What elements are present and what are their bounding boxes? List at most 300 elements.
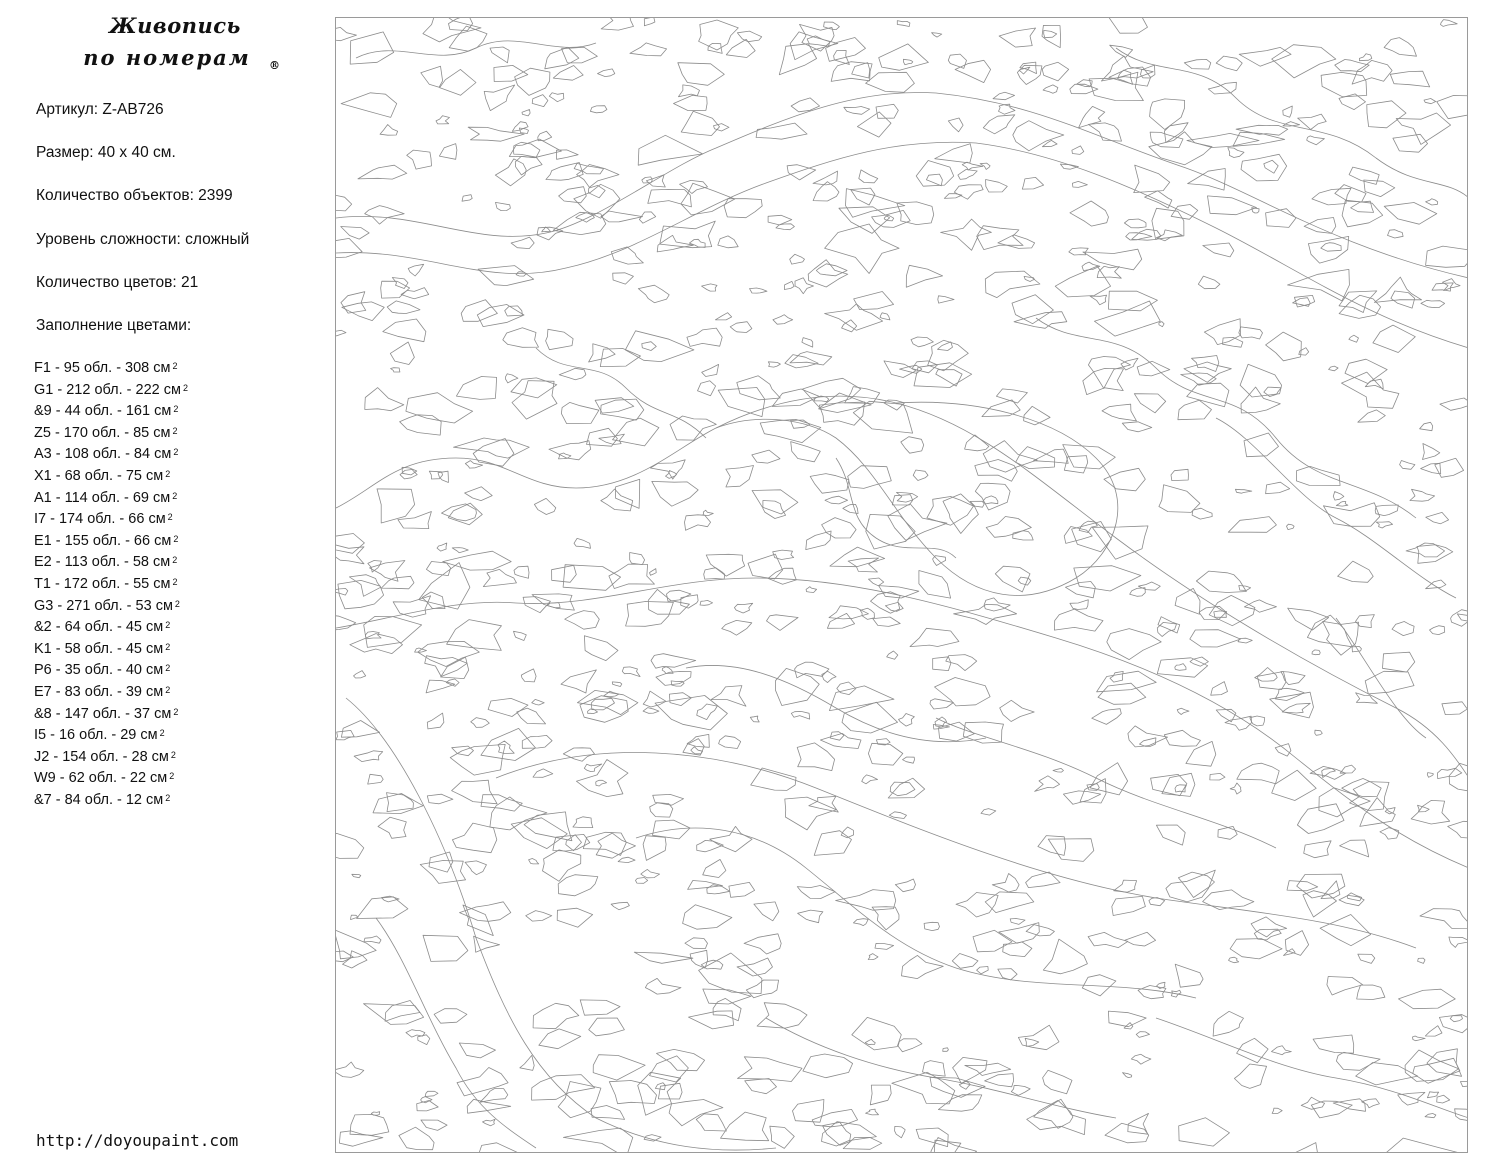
outline-region [336, 27, 357, 40]
outline-region [1282, 703, 1310, 713]
outline-region [1229, 957, 1239, 963]
outline-region [387, 793, 414, 812]
outline-region [892, 1072, 955, 1104]
outline-region [1042, 140, 1057, 146]
outline-region [1425, 1114, 1436, 1118]
outline-region [521, 669, 536, 682]
outline-region [596, 833, 635, 858]
outline-region [539, 1029, 581, 1049]
size-text: Размер: 40 x 40 см. [36, 144, 176, 162]
outline-region [779, 44, 816, 75]
outline-region [1237, 763, 1279, 784]
outline-region [465, 861, 487, 875]
outline-region [1421, 463, 1441, 474]
outline-region [876, 104, 898, 118]
outline-region [839, 207, 890, 234]
outline-region [1356, 693, 1378, 704]
outline-region [462, 195, 472, 202]
outline-region [625, 331, 694, 362]
outline-region [859, 170, 878, 183]
outline-region [1228, 148, 1244, 158]
outline-region [1145, 191, 1172, 208]
outline-region [336, 730, 354, 740]
outline-region [452, 548, 468, 553]
outline-region [630, 43, 667, 56]
outline-region [474, 936, 500, 952]
outline-region [884, 400, 905, 410]
outline-region [1420, 909, 1468, 929]
outline-region [889, 812, 906, 819]
outline-region [954, 185, 983, 199]
outline-region [844, 107, 870, 115]
outline-region [910, 628, 959, 646]
outline-region [426, 680, 455, 693]
outline-region [787, 165, 816, 180]
outline-region [496, 202, 511, 210]
outline-region [343, 951, 368, 968]
website-link[interactable]: http://doyoupaint.com [36, 1131, 239, 1150]
outline-region [734, 603, 752, 613]
outline-region [1043, 85, 1058, 93]
fill-heading: Заполнение цветами: [36, 316, 192, 334]
outline-region [1186, 741, 1216, 766]
outline-region [576, 760, 628, 797]
outline-region [1449, 763, 1468, 794]
outline-region [1266, 209, 1296, 228]
outline-region [1175, 588, 1200, 614]
outline-region [596, 780, 607, 786]
outline-region [1342, 200, 1383, 227]
outline-region [1451, 610, 1468, 627]
outline-region [336, 833, 364, 858]
outline-region [468, 127, 524, 141]
outline-region [689, 239, 705, 247]
outline-region [1426, 512, 1449, 523]
outline-region [368, 774, 384, 784]
outline-region [1043, 939, 1087, 974]
outline-region [1312, 650, 1320, 655]
outline-region [452, 780, 498, 804]
outline-region [1304, 218, 1336, 234]
outline-region [700, 600, 713, 605]
outline-region [522, 110, 530, 116]
outline-region [557, 908, 593, 927]
outline-region [357, 897, 408, 919]
outline-region [1083, 368, 1124, 394]
outline-region [553, 66, 583, 81]
outline-region [1323, 621, 1359, 655]
outline-region [358, 165, 407, 179]
outline-region [398, 512, 432, 529]
outline-region [373, 794, 423, 814]
outline-region [678, 85, 699, 97]
outline-region [611, 902, 629, 909]
outline-region [1358, 954, 1375, 963]
outline-region [1323, 503, 1379, 527]
outline-region [1179, 1118, 1230, 1146]
outline-region [773, 315, 793, 325]
outline-region [642, 342, 657, 351]
registered-mark: ® [269, 59, 281, 72]
outline-region [813, 171, 838, 185]
outline-region [1072, 181, 1087, 187]
outline-region [683, 905, 732, 929]
outline-region [842, 702, 898, 733]
outline-region [711, 686, 746, 707]
outline-region [1159, 485, 1200, 513]
outline-region [644, 18, 655, 26]
outline-region [1413, 1058, 1460, 1083]
outline-region [459, 1043, 495, 1058]
outline-region [681, 111, 719, 135]
outline-region [440, 69, 476, 95]
outline-region [1048, 839, 1094, 862]
outline-region [1083, 249, 1142, 270]
outline-region [1390, 71, 1429, 87]
outline-region [1140, 738, 1156, 747]
outline-region [341, 292, 366, 313]
outline-region [609, 564, 655, 588]
outline-region [1365, 671, 1414, 694]
outline-region [1175, 785, 1186, 792]
outline-region [437, 543, 447, 551]
outline-region [498, 741, 514, 754]
outline-region [1327, 977, 1363, 996]
outline-region [618, 857, 635, 862]
outline-region [341, 93, 397, 118]
outline-region [892, 495, 912, 505]
outline-region [1025, 1038, 1039, 1046]
outline-region [853, 919, 868, 926]
outline-region [702, 364, 719, 376]
outline-region [916, 1128, 948, 1147]
outline-region [650, 460, 685, 479]
outline-region [1239, 327, 1263, 339]
outline-region [973, 930, 1012, 952]
outline-region [1125, 932, 1156, 946]
outline-region [1010, 919, 1025, 925]
outline-region [1336, 502, 1348, 507]
paint-by-numbers-canvas [335, 17, 1468, 1153]
legend-item: E1 - 155 обл. - 66 см $^2$ [34, 532, 179, 549]
outline-region [985, 1074, 1014, 1087]
outline-region [601, 399, 644, 420]
outline-region [601, 18, 633, 30]
outline-region [380, 125, 398, 136]
outline-region [955, 60, 991, 82]
outline-region [935, 678, 991, 706]
outline-region [1128, 726, 1168, 747]
outline-region [1000, 700, 1034, 721]
outline-region [478, 266, 534, 286]
outline-region [488, 698, 528, 716]
outline-region [903, 757, 915, 763]
outline-region [1196, 571, 1246, 592]
outline-region [1178, 872, 1214, 897]
outline-region [465, 487, 493, 501]
outline-region [770, 1126, 795, 1148]
outline-region [383, 319, 426, 342]
outline-region [1430, 626, 1445, 635]
outline-region [1109, 18, 1148, 33]
outline-region [981, 809, 996, 816]
outline-region [646, 175, 665, 187]
outline-region [718, 388, 765, 417]
outline-region [1018, 1025, 1059, 1050]
outline-region [690, 950, 708, 968]
outline-region [642, 177, 653, 183]
outline-region [986, 517, 1031, 538]
outline-region [439, 144, 457, 160]
outline-region [613, 273, 634, 284]
outline-region [831, 62, 872, 82]
outline-region [751, 768, 796, 790]
outline-region [1410, 489, 1435, 501]
outline-region [377, 489, 415, 523]
outline-region [1251, 917, 1287, 937]
outline-region [1270, 692, 1314, 718]
outline-region [514, 566, 529, 578]
outline-region [897, 21, 910, 27]
outline-region [848, 466, 892, 489]
outline-region [1352, 60, 1392, 84]
outline-region [1392, 622, 1414, 636]
outline-region [1070, 600, 1088, 610]
outline-region [336, 194, 352, 211]
outline-region [1424, 99, 1436, 104]
outline-region [830, 547, 885, 567]
legend-item: G1 - 212 обл. - 222 см $^2$ [34, 381, 188, 398]
outline-region [336, 534, 364, 554]
outline-region [503, 328, 539, 348]
outline-region [364, 1004, 424, 1025]
outline-region [1338, 561, 1374, 582]
outline-region [336, 930, 376, 959]
outline-region [752, 490, 798, 514]
outline-region [691, 747, 703, 754]
outline-region [822, 671, 836, 682]
outline-region [558, 1082, 601, 1118]
outline-region [515, 157, 542, 176]
outline-region [938, 342, 953, 351]
outline-region [852, 63, 870, 78]
outline-region [422, 592, 445, 609]
outline-region [426, 562, 450, 576]
outline-region [1088, 357, 1130, 389]
brand-logo [60, 10, 290, 74]
outline-region [1240, 364, 1282, 397]
outline-region [1035, 776, 1060, 792]
outline-region [365, 388, 404, 411]
outline-region [420, 861, 465, 884]
outline-region [1421, 300, 1445, 307]
outline-region [1250, 716, 1265, 726]
outline-region [1425, 1026, 1442, 1036]
outline-region [427, 713, 444, 729]
outline-region [930, 699, 953, 709]
outline-region [1022, 177, 1043, 189]
outline-region [1069, 248, 1088, 255]
outline-region [1388, 230, 1404, 238]
outline-region [1157, 658, 1207, 677]
outline-region [750, 288, 768, 293]
outline-region [806, 531, 831, 550]
outline-region [509, 139, 561, 158]
outline-region [750, 716, 759, 722]
outline-region [336, 614, 356, 630]
outline-region [423, 935, 468, 961]
outline-region [930, 1077, 985, 1097]
outline-region [685, 515, 711, 531]
outline-region [1237, 1038, 1269, 1063]
outline-region [768, 215, 792, 225]
outline-region [601, 211, 643, 222]
outline-region [1110, 671, 1123, 682]
outline-region [941, 219, 992, 250]
outline-region [1157, 622, 1176, 636]
outline-region [1074, 566, 1141, 591]
legend-item: G3 - 271 обл. - 53 см $^2$ [34, 597, 180, 614]
outline-region [1192, 356, 1219, 372]
outline-region [532, 1075, 595, 1101]
outline-region [797, 743, 834, 771]
outline-region [825, 304, 883, 330]
outline-region [1438, 768, 1462, 778]
outline-region [767, 615, 799, 631]
outline-region [483, 569, 516, 586]
outline-region [763, 501, 786, 519]
outline-region [1150, 99, 1185, 130]
outline-region [760, 419, 821, 442]
outline-region [558, 875, 598, 896]
outline-region [932, 33, 942, 37]
outline-region [703, 989, 751, 1004]
legend-item: I5 - 16 обл. - 29 см $^2$ [34, 727, 165, 744]
outline-region [1398, 1092, 1425, 1105]
outline-region [703, 859, 726, 877]
outline-region [1126, 233, 1152, 240]
outline-region [520, 1055, 534, 1070]
outline-region [364, 936, 381, 943]
outline-region [584, 764, 602, 772]
outline-region [757, 1003, 807, 1028]
outline-region [612, 682, 622, 687]
outline-region [862, 775, 878, 784]
outline-region [879, 44, 929, 70]
legend-item: K1 - 58 обл. - 45 см $^2$ [34, 640, 171, 657]
outline-region [1124, 219, 1146, 228]
outline-region [944, 194, 962, 199]
legend-item: &7 - 84 обл. - 12 см $^2$ [34, 791, 171, 808]
outline-region [1272, 45, 1336, 78]
outline-region [1175, 664, 1186, 671]
outline-region [1418, 958, 1425, 963]
outline-region [718, 236, 738, 248]
outline-region [903, 59, 912, 64]
outline-region [484, 85, 515, 111]
outline-region [790, 352, 832, 365]
outline-region [563, 1128, 632, 1153]
outline-region [1070, 201, 1109, 226]
outline-region [517, 708, 546, 724]
outline-region [505, 306, 523, 316]
legend-item: Z5 - 170 обл. - 85 см $^2$ [34, 424, 178, 441]
outline-region [650, 569, 657, 576]
outline-region [897, 492, 918, 502]
outline-region [983, 115, 1015, 134]
outline-region [421, 66, 443, 87]
outline-region [1406, 543, 1445, 557]
outline-region [963, 722, 1003, 743]
outline-region [354, 671, 366, 678]
outline-region [634, 952, 693, 963]
outline-region [998, 235, 1035, 249]
outline-region [1426, 199, 1438, 205]
outline-region [574, 538, 591, 548]
outline-region [1012, 295, 1053, 324]
outline-region [656, 672, 691, 686]
outline-region [975, 460, 1018, 482]
outline-region [928, 340, 969, 371]
outline-region [726, 39, 755, 57]
outline-region [1104, 468, 1145, 491]
outline-region [1272, 1108, 1282, 1113]
outline-region [399, 1127, 434, 1150]
outline-region [609, 1081, 656, 1104]
outline-region [985, 271, 1040, 298]
outline-region [687, 328, 722, 346]
legend-item: E2 - 113 обл. - 58 см $^2$ [34, 554, 178, 571]
outline-region [1448, 821, 1468, 839]
outline-region [938, 296, 954, 303]
outline-region [1108, 1011, 1146, 1027]
outline-region [393, 596, 431, 617]
outline-region [587, 428, 618, 446]
outline-region [1313, 1035, 1354, 1053]
outline-region [1090, 295, 1107, 305]
outline-region [339, 1131, 383, 1146]
outline-region [956, 893, 998, 918]
outline-region [638, 135, 703, 165]
outline-region [1437, 96, 1468, 119]
outline-region [866, 72, 915, 92]
outline-region [401, 288, 429, 299]
outline-region [418, 642, 480, 667]
outline-region [1299, 348, 1309, 355]
outline-region [785, 797, 837, 830]
outline-region [1094, 301, 1160, 336]
outline-region [1102, 404, 1137, 421]
difficulty-text: Уровень сложности: сложный [36, 230, 250, 248]
outline-region [992, 874, 1019, 893]
outline-region [1307, 136, 1325, 145]
outline-region [630, 553, 645, 565]
outline-region [1384, 203, 1437, 225]
outline-region [1358, 410, 1386, 422]
outline-region [465, 461, 482, 469]
outline-region [935, 144, 973, 163]
outline-region [1192, 508, 1212, 519]
outline-region [1239, 586, 1251, 591]
outline-region [754, 902, 779, 921]
outline-region [1236, 125, 1288, 135]
outline-region [584, 636, 618, 661]
outline-region [1311, 1101, 1352, 1118]
outline-region [506, 374, 518, 383]
outline-region [666, 471, 677, 479]
outline-region [1092, 709, 1122, 725]
outline-region [993, 92, 1015, 99]
